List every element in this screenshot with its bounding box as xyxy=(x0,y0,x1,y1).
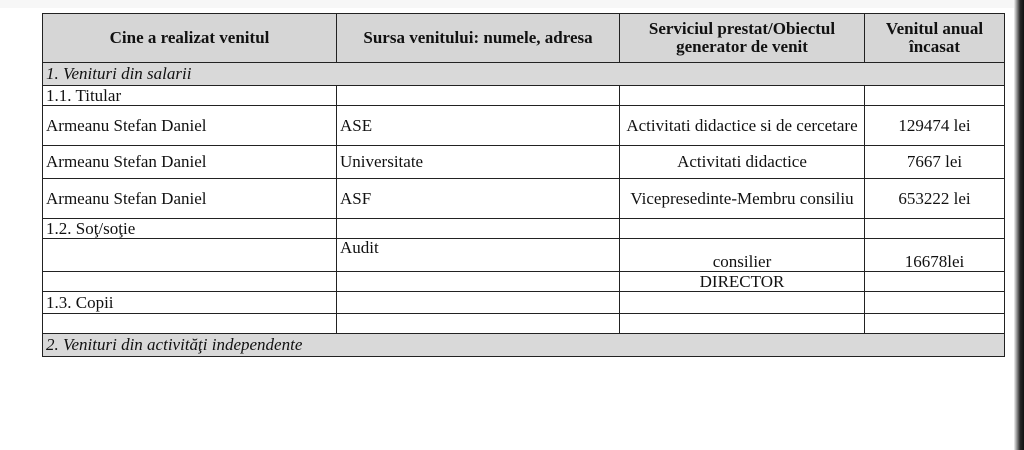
table-cell xyxy=(620,314,865,334)
table-cell xyxy=(865,219,1005,239)
subsection-copii: 1.3. Copii xyxy=(43,292,337,314)
table-cell xyxy=(620,86,865,106)
table-cell xyxy=(337,219,620,239)
row-service: Vicepresedinte-Membru consiliu xyxy=(620,179,865,219)
table-cell xyxy=(620,219,865,239)
row-amount: 129474 lei xyxy=(865,106,1005,146)
table-row xyxy=(43,272,1005,292)
table-cell xyxy=(620,292,865,314)
row-source: ASF xyxy=(337,179,620,219)
income-table xyxy=(42,13,1005,357)
section-row xyxy=(43,334,1005,357)
section-2-title: 2. Venituri din activităţi independente xyxy=(43,334,1005,357)
row-who xyxy=(43,272,337,292)
subsection-sot: 1.2. Soţ/soţie xyxy=(43,219,337,239)
table-row-empty xyxy=(43,314,1005,334)
row-service: consilier xyxy=(620,239,865,272)
row-who: Armeanu Stefan Daniel xyxy=(43,179,337,219)
row-service: Activitati didactice si de cercetare xyxy=(620,106,865,146)
table-row xyxy=(43,179,1005,219)
row-source: Universitate xyxy=(337,146,620,179)
row-source: Audit xyxy=(337,239,620,272)
header-amount: Venitul anual încasat xyxy=(865,14,1005,63)
row-who xyxy=(43,239,337,272)
subsection-titular: 1.1. Titular xyxy=(43,86,337,106)
table-row xyxy=(43,146,1005,179)
header-source: Sursa venitului: numele, adresa xyxy=(337,14,620,63)
table-cell xyxy=(337,292,620,314)
subsection-row xyxy=(43,292,1005,314)
scan-right-edge xyxy=(1014,0,1024,450)
row-source: ASE xyxy=(337,106,620,146)
table-row xyxy=(43,239,1005,272)
table-cell xyxy=(43,314,337,334)
subsection-row xyxy=(43,219,1005,239)
header-who: Cine a realizat venitul xyxy=(43,14,337,63)
scan-top-edge xyxy=(0,0,1024,8)
row-who: Armeanu Stefan Daniel xyxy=(43,106,337,146)
table-cell xyxy=(865,86,1005,106)
table-row xyxy=(43,106,1005,146)
header-service: Serviciul prestat/Obiectul generator de venit xyxy=(620,14,865,63)
subsection-row xyxy=(43,86,1005,106)
row-who: Armeanu Stefan Daniel xyxy=(43,146,337,179)
row-source xyxy=(337,272,620,292)
table-cell xyxy=(337,314,620,334)
table-cell xyxy=(865,292,1005,314)
row-service: DIRECTOR xyxy=(620,272,865,292)
row-amount: 16678lei xyxy=(865,239,1005,272)
table-cell xyxy=(865,314,1005,334)
section-1-title: 1. Venituri din salarii xyxy=(43,63,1005,86)
header-row xyxy=(43,14,1005,63)
row-amount xyxy=(865,272,1005,292)
section-row xyxy=(43,63,1005,86)
table-cell xyxy=(337,86,620,106)
row-service: Activitati didactice xyxy=(620,146,865,179)
row-amount: 653222 lei xyxy=(865,179,1005,219)
row-amount: 7667 lei xyxy=(865,146,1005,179)
